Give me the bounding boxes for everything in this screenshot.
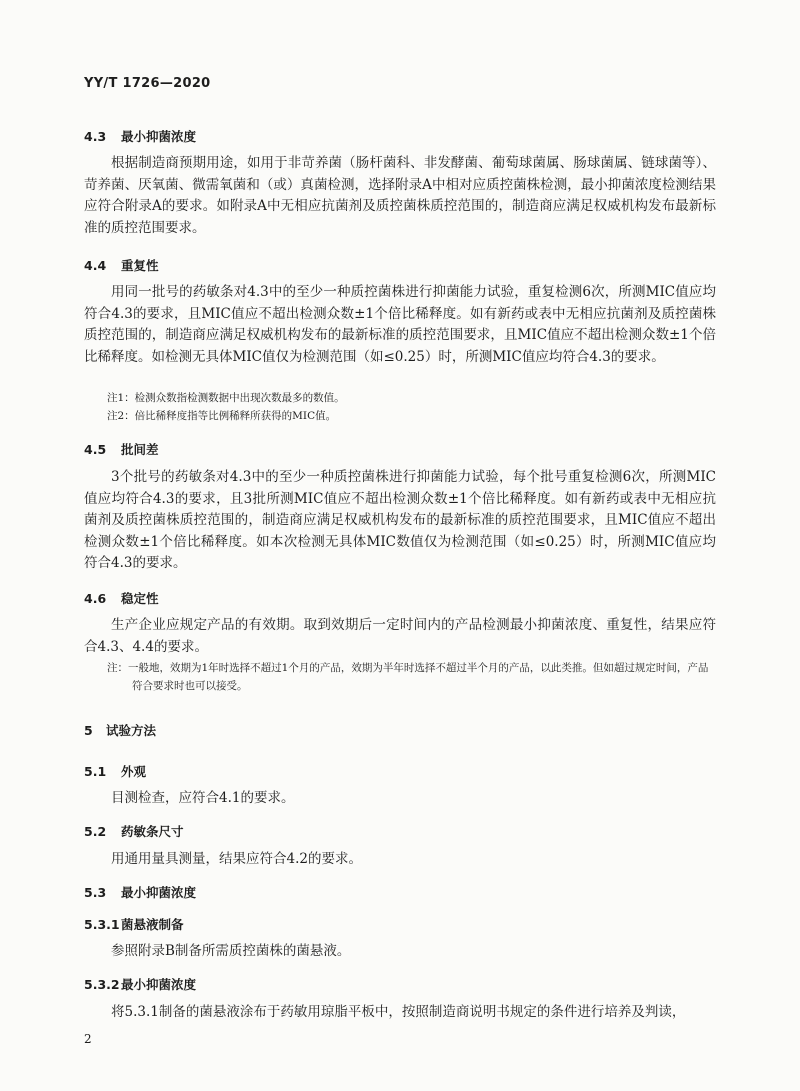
section-number: 5.3.1 (84, 917, 120, 932)
section-5-3-heading (84, 883, 196, 901)
standard-code: YY/T 1726—2020 (84, 76, 211, 91)
section-title: 批间差 (121, 442, 159, 457)
section-title: 稳定性 (121, 591, 159, 606)
section-number: 4.5 (84, 442, 107, 457)
section-number: 4.6 (84, 591, 107, 606)
section-number: 4.3 (84, 129, 107, 144)
section-4-4-note-2: 注2：倍比稀释度指等比例稀释所获得的MIC值。 (107, 410, 337, 422)
section-title: 药敏条尺寸 (121, 824, 184, 839)
section-number: 5.1 (84, 764, 107, 779)
section-4-3-heading (84, 127, 196, 145)
section-number: 4.4 (84, 258, 107, 273)
section-4-6-note: 注：一般地，效期为1年时选择不超过1个月的产品，效期为半年时选择不超过半个月的产品，以此类推。但如超过规定时间，产品符合要求时也可以接受。 (107, 662, 709, 692)
section-5-3-1-body: 参照附录B制备所需质控菌株的菌悬液。 (111, 943, 351, 959)
section-4-6-heading (84, 589, 159, 607)
section-4-4-heading (84, 256, 159, 274)
section-5-2-body: 用通用量具测量，结果应符合4.2的要求。 (111, 851, 362, 867)
section-title: 菌悬液制备 (121, 917, 184, 932)
section-title: 重复性 (121, 258, 159, 273)
section-title: 最小抑菌浓度 (121, 977, 197, 992)
section-5-heading (84, 721, 156, 739)
section-title: 外观 (121, 764, 147, 779)
section-4-3-body: 根据制造商预期用途，如用于非苛养菌（肠杆菌科、非发酵菌、葡萄球菌属、肠球菌属、链球菌等）、苛养菌、厌氧菌、微需氧菌和（或）真菌检测，选择附录A中相对应质控菌株检测，最小抑菌浓度检测结果应符合附录A的要求。如附录A中无相应抗菌剂及质控菌株质控范围的，制造商应满足权威机构发布最新标准的质控范围要求。 (84, 155, 716, 236)
section-5-3-2-body: 将5.3.1制备的菌悬液涂布于药敏用琼脂平板中，按照制造商说明书规定的条件进行培养及判读， (111, 1004, 686, 1020)
page-number: 2 (84, 1032, 92, 1046)
section-number: 5.3.2 (84, 977, 120, 992)
section-4-5-body: 3个批号的药敏条对4.3中的至少一种质控菌株进行抑菌能力试验，每个批号重复检测6次，所测MIC值应均符合4.3的要求，且3批所测MIC值应不超出检测众数±1个倍比稀释度。如有新药或表中无相应抗菌剂及质控菌株质控范围的，制造商应满足权威机构发布的最新标准的质控范围要求，且MIC值应不超出检测众数±1个倍比稀释度。如本次检测无具体MIC数值仅为检测范围（如≤0.25）时，所测MIC值应均符合4.3的要求。 (84, 469, 716, 571)
section-title: 试验方法 (106, 723, 157, 738)
section-title: 最小抑菌浓度 (121, 885, 197, 900)
section-number: 5 (84, 723, 93, 738)
section-5-2-heading (84, 822, 184, 840)
section-4-4-note-1: 注1：检测众数指检测数据中出现次数最多的数值。 (107, 392, 345, 404)
section-title: 最小抑菌浓度 (121, 129, 197, 144)
section-4-4-body: 用同一批号的药敏条对4.3中的至少一种质控菌株进行抑菌能力试验，重复检测6次，所测MIC值应均符合4.3的要求，且MIC值应不超出检测众数±1个倍比稀释度。如有新药或表中无相应抗菌剂及质控菌株质控范围的，制造商应满足权威机构发布的最新标准的质控范围要求，且MIC值应不超出检测众数±1个倍比稀释度。如检测无具体MIC值仅为检测范围（如≤0.25）时，所测MIC值应均符合4.3的要求。 (84, 284, 716, 365)
section-4-6-body: 生产企业应规定产品的有效期。取到效期后一定时间内的产品检测最小抑菌浓度、重复性，结果应符合4.3、4.4的要求。 (84, 617, 716, 655)
section-5-3-1-heading (84, 915, 184, 933)
section-5-3-2-heading (84, 975, 196, 993)
section-number: 5.2 (84, 824, 107, 839)
section-5-1-heading (84, 762, 146, 780)
section-4-5-heading (84, 440, 159, 458)
section-number: 5.3 (84, 885, 107, 900)
section-5-1-body: 目测检查，应符合4.1的要求。 (111, 790, 295, 806)
